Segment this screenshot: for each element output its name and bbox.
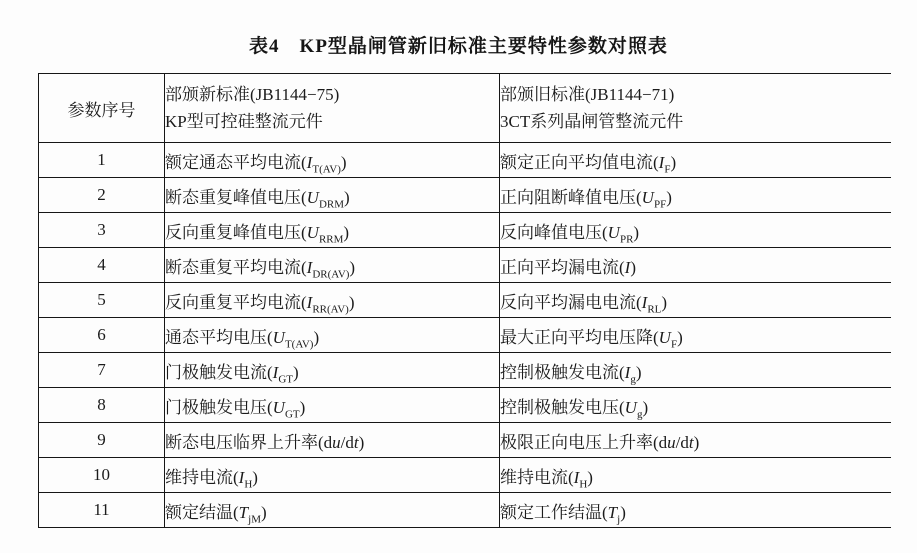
old-standard-cell: 控制极触发电流$(I_g)$ bbox=[500, 353, 892, 388]
new-standard-cell: 门极触发电压$(U_{GT})$ bbox=[165, 388, 500, 423]
table-row bbox=[39, 493, 892, 528]
new-standard-cell: 反向重复峰值电压$(U_{RRM})$ bbox=[165, 213, 500, 248]
row-index: 3 bbox=[39, 213, 165, 248]
table-row bbox=[39, 213, 892, 248]
old-standard-cell: 极限正向电压上升率(du/dt) bbox=[500, 423, 892, 458]
old-standard-line1: 部颁旧标准(JB1144−71) bbox=[500, 85, 675, 104]
row-index: 5 bbox=[39, 283, 165, 318]
row-index: 9 bbox=[39, 423, 165, 458]
new-standard-cell: 门极触发电流$(I_{GT})$ bbox=[165, 353, 500, 388]
col-header-old-standard bbox=[500, 74, 892, 143]
new-standard-cell: 额定通态平均电流$(I_{T(AV)})$ bbox=[165, 143, 500, 178]
new-standard-line2: KP型可控硅整流元件 bbox=[165, 112, 323, 131]
row-index: 1 bbox=[39, 143, 165, 178]
old-standard-cell: 最大正向平均电压降$(U_F)$ bbox=[500, 318, 892, 353]
table-row bbox=[39, 458, 892, 493]
table-row bbox=[39, 178, 892, 213]
row-index: 10 bbox=[39, 458, 165, 493]
table-row bbox=[39, 388, 892, 423]
table-caption: 表4 KP型晶闸管新旧标准主要特性参数对照表 bbox=[249, 36, 668, 57]
row-index: 11 bbox=[39, 493, 165, 528]
row-index: 7 bbox=[39, 353, 165, 388]
col-header-parameter-index: 参数序号 bbox=[39, 74, 165, 143]
table-row bbox=[39, 143, 892, 178]
new-standard-cell: 断态重复峰值电压$(U_{DRM})$ bbox=[165, 178, 500, 213]
table-row bbox=[39, 248, 892, 283]
new-standard-cell: 断态电压临界上升率(du/dt) bbox=[165, 423, 500, 458]
row-index: 6 bbox=[39, 318, 165, 353]
old-standard-cell: 正向平均漏电流(I) bbox=[500, 248, 892, 283]
header-row bbox=[39, 74, 892, 143]
comparison-table bbox=[38, 73, 891, 528]
new-standard-cell: 额定结温$(T_{jM})$ bbox=[165, 493, 500, 528]
table-row bbox=[39, 353, 892, 388]
old-standard-cell: 额定工作结温$(T_j)$ bbox=[500, 493, 892, 528]
new-standard-cell: 通态平均电压$(U_{T(AV)})$ bbox=[165, 318, 500, 353]
old-standard-cell: 控制极触发电压$(U_g)$ bbox=[500, 388, 892, 423]
new-standard-cell: 维持电流$(I_H)$ bbox=[165, 458, 500, 493]
row-index: 8 bbox=[39, 388, 165, 423]
old-standard-cell: 额定正向平均值电流$(I_F)$ bbox=[500, 143, 892, 178]
new-standard-line1: 部颁新标准(JB1144−75) bbox=[165, 85, 340, 104]
col-header-new-standard bbox=[165, 74, 500, 143]
new-standard-cell: 反向重复平均电流$(I_{RR(AV)})$ bbox=[165, 283, 500, 318]
old-standard-cell: 正向阻断峰值电压$(U_{PF})$ bbox=[500, 178, 892, 213]
old-standard-cell: 反向平均漏电电流$(I_{RL})$ bbox=[500, 283, 892, 318]
table-row bbox=[39, 318, 892, 353]
old-standard-cell: 反向峰值电压$(U_{PR})$ bbox=[500, 213, 892, 248]
row-index: 2 bbox=[39, 178, 165, 213]
new-standard-cell: 断态重复平均电流$(I_{DR(AV)})$ bbox=[165, 248, 500, 283]
table-row bbox=[39, 283, 892, 318]
old-standard-cell: 维持电流$(I_H)$ bbox=[500, 458, 892, 493]
old-standard-line2: 3CT系列晶闸管整流元件 bbox=[500, 112, 684, 131]
table-row bbox=[39, 423, 892, 458]
row-index: 4 bbox=[39, 248, 165, 283]
